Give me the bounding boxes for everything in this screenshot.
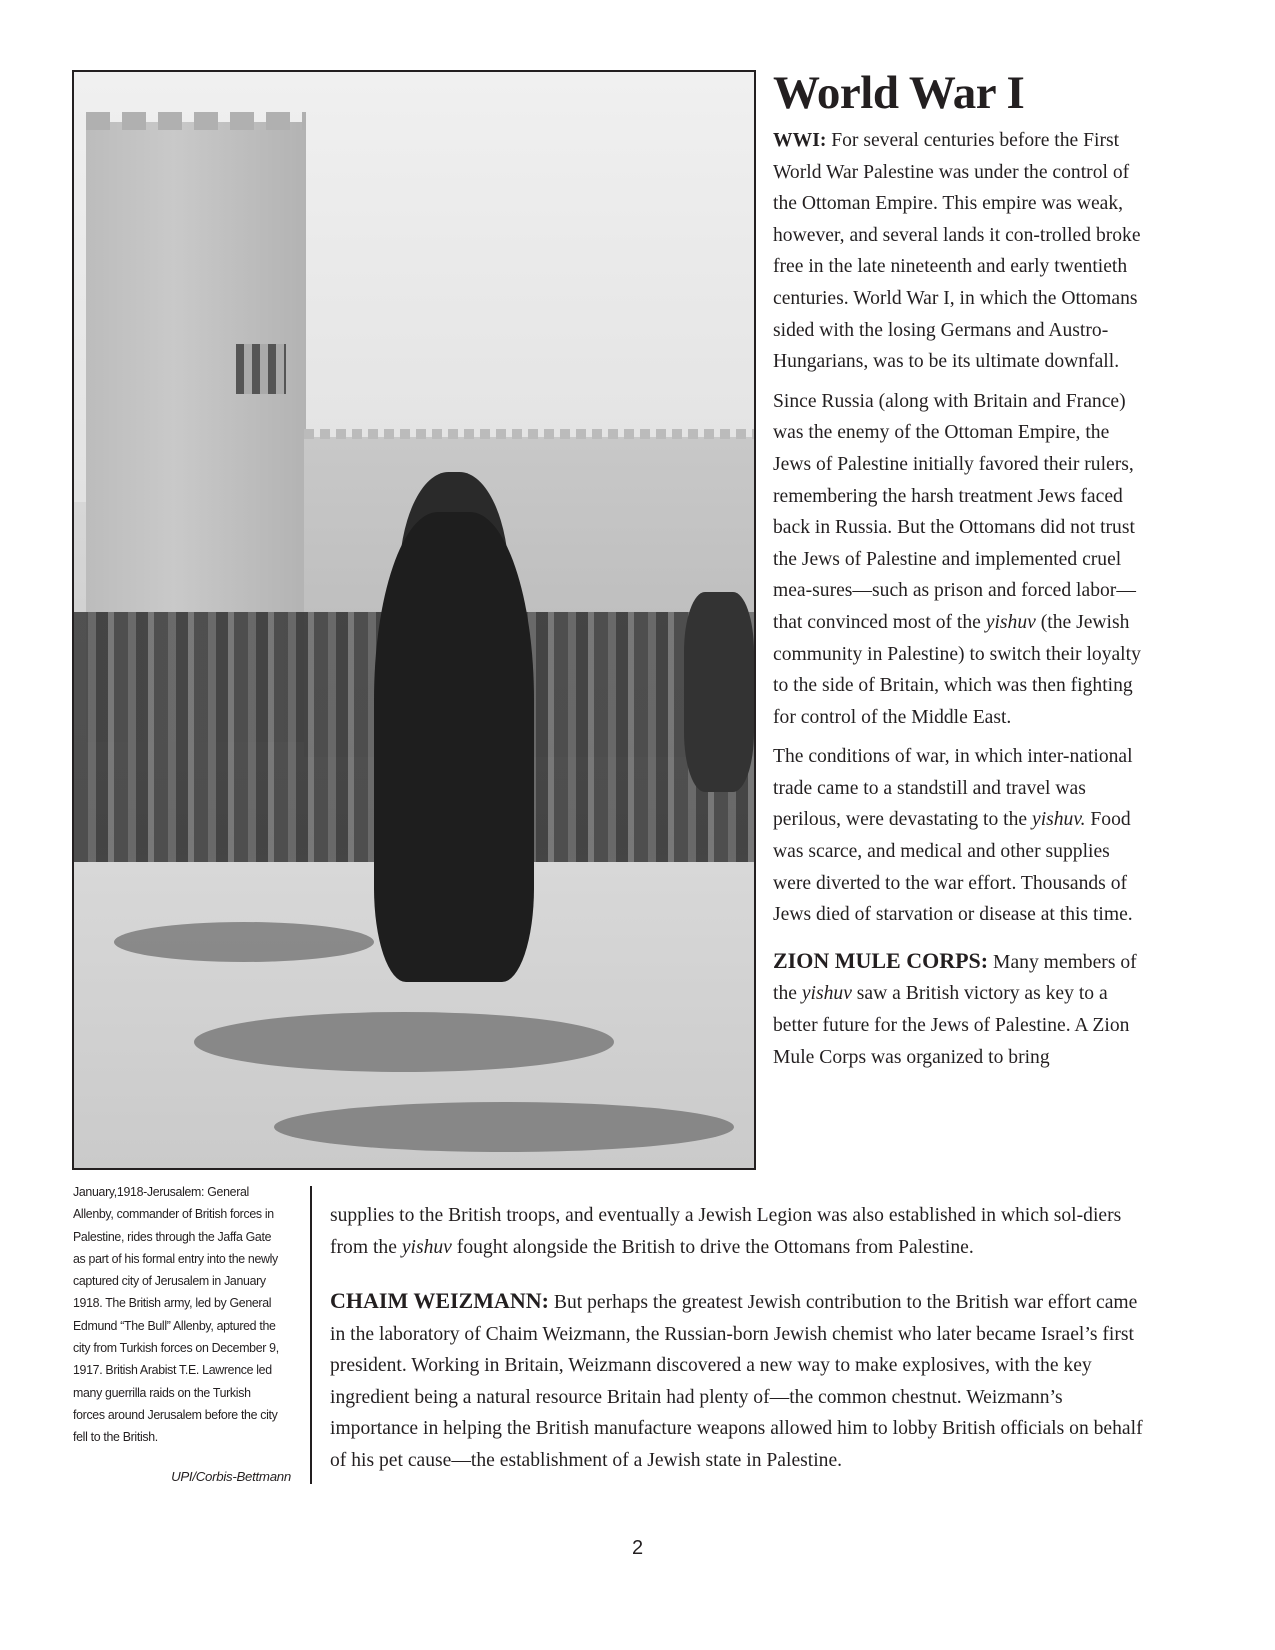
right-column: [773, 125, 1143, 1081]
zion-text: saw a British victory as key to a better future for the Jews of Palestine. A Zion Mule Corps was organized to bring: [773, 983, 1130, 1068]
photo-shadow: [274, 1102, 734, 1152]
zion-paragraph-start: [773, 945, 1143, 1073]
wwi-paragraph-1: [773, 125, 1143, 378]
wwi-text: Food was scarce, and medical and other supplies were diverted to the war effort. Thousands of Jews died of starvation or disease at this time.: [773, 809, 1133, 926]
wwi-paragraph-3: [773, 741, 1143, 931]
photo-shadow: [194, 1012, 614, 1072]
photo-shadow: [114, 922, 374, 962]
yishuv-term: yishuv.: [1032, 809, 1086, 831]
zion-text: Many members of the: [773, 951, 1137, 1005]
zion-text: supplies to the British troops, and eventually a Jewish Legion was also established in which sol-diers from the: [330, 1205, 1122, 1258]
page-title: World War I: [773, 67, 1025, 119]
wwi-lead: WWI:: [773, 130, 827, 151]
wwi-paragraph-2: [773, 386, 1143, 734]
chaim-lead: CHAIM WEIZMANN:: [330, 1288, 549, 1313]
wwi-text: (the Jewish community in Palestine) to switch their loyalty to the side of Britain, which was then fighting for control of the Middle East.: [773, 611, 1141, 728]
zion-text: fought alongside the British to drive the Ottomans from Palestine.: [451, 1236, 974, 1258]
photo-horse: [374, 512, 534, 982]
photo-credit: UPI/Corbis-Bettmann: [171, 1469, 291, 1484]
wwi-text: The conditions of war, in which inter-national trade came to a standstill and travel was perilous, were devastating to the: [773, 746, 1133, 831]
tower-window: [236, 344, 286, 394]
zion-paragraph-continued: [330, 1200, 1145, 1263]
yishuv-term: yishuv: [801, 983, 852, 1005]
historical-photo: [72, 70, 756, 1170]
page-number: 2: [631, 1537, 644, 1559]
column-divider: [310, 1186, 312, 1484]
zion-lead: ZION MULE CORPS:: [773, 947, 989, 973]
wwi-text: For several centuries before the First World War Palestine was under the control of the Ottoman Empire. This empire was weak, however, and several lands it con-trolled broke free in the late nineteenth and early twentieth centuries. World War I, in which the Ottomans sided with the losing Germans and Austro-Hungarians, was to be its ultimate downfall.: [773, 130, 1141, 373]
wwi-text: Since Russia (along with Britain and France) was the enemy of the Ottoman Empire, the Jews of Palestine initially favored their rulers, remembering the harsh treatment Jews faced back in Russia. But the Ottomans did not trust the Jews of Palestine and implemented cruel mea-sures—such as prison and forced labor—that convinced most of the: [773, 390, 1136, 633]
chaim-text: But perhaps the greatest Jewish contribution to the British war effort came in the laboratory of Chaim Weizmann, the Russian-born Jewish chemist who later became Israel’s first president. Working in Britain, Weizmann discovered a new way to make explosives, with the key ingredient being a natural resource Britain had plenty of—the common chestnut. Weizmann’s importance in helping the British manufacture weapons allowed him to lobby British officials on behalf of his pet cause—the establishment of a Jewish state in Palestine.: [330, 1292, 1143, 1471]
chaim-paragraph: [330, 1285, 1145, 1477]
yishuv-term: yishuv: [401, 1236, 452, 1258]
photo-caption: January,1918-Jerusalem: General Allenby, commander of British forces in Palestine, rides through the Jaffa Gate as part of his formal entry into the newly captured city of Jerusalem in January 1918. The British army, led by General Edmund “The Bull” Allenby, aptured the city from Turkish forces on December 9, 1917. British Arabist T.E. Lawrence led many guerrilla raids on the Turkish forces around Jerusalem before the city fell to the British.: [73, 1184, 279, 1445]
photo-horse-right: [684, 592, 754, 792]
yishuv-term: yishuv: [985, 611, 1036, 633]
